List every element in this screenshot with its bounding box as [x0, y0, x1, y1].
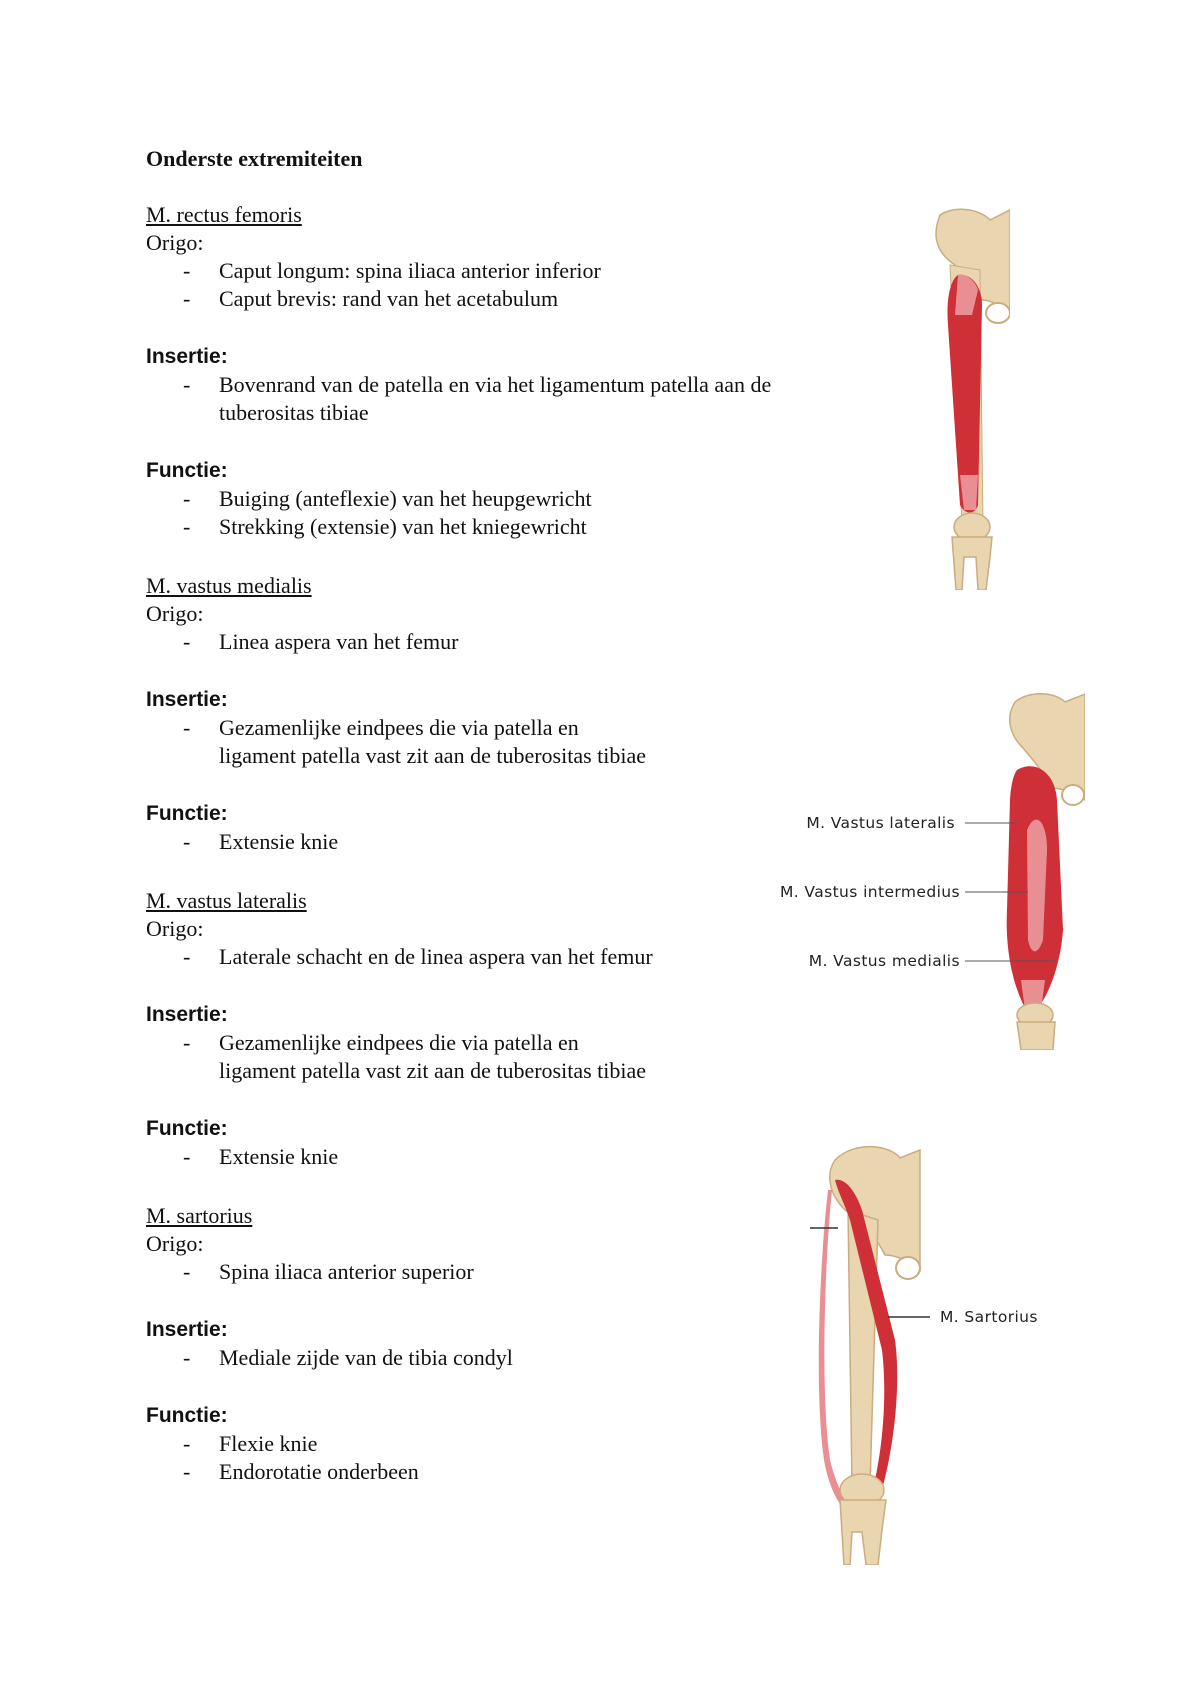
insertie-list — [146, 1029, 846, 1085]
list-item: - Buiging (anteflexie) van het heupgewricht — [146, 485, 846, 513]
label-sartorius: M. Sartorius — [940, 1308, 1038, 1326]
muscle-name: M. rectus femoris — [146, 202, 302, 227]
origo-label: Origo: — [146, 601, 204, 626]
list-item: - Caput longum: spina iliaca anterior inferior — [146, 257, 846, 285]
insertie-list — [146, 714, 846, 770]
rectus-femoris-figure — [920, 205, 1010, 590]
origo-list — [146, 943, 846, 971]
functie-list — [146, 485, 846, 541]
functie-label: Functie: — [146, 802, 228, 825]
section-sartorius — [146, 1202, 846, 1486]
section-rectus-femoris — [146, 201, 846, 541]
list-item: - Bovenrand van de patella en via het ligamentum patella aan de tuberositas tibiae — [146, 371, 779, 427]
list-item: - Endorotatie onderbeen — [146, 1458, 846, 1486]
functie-list — [146, 828, 846, 856]
origo-list — [146, 1258, 846, 1286]
functie-list — [146, 1143, 846, 1171]
list-item: - Spina iliaca anterior superior — [146, 1258, 846, 1286]
muscle-name: M. vastus medialis — [146, 573, 312, 598]
list-item: - Strekking (extensie) van het kniegewricht — [146, 513, 846, 541]
muscle-name: M. vastus lateralis — [146, 888, 307, 913]
list-item: - Mediale zijde van de tibia condyl — [146, 1344, 846, 1372]
muscle-name: M. sartorius — [146, 1203, 253, 1228]
list-item: - Extensie knie — [146, 1143, 846, 1171]
label-vastus-medialis: M. Vastus medialis — [808, 952, 960, 970]
vastus-figure — [755, 690, 1085, 1050]
label-vastus-intermedius: M. Vastus intermedius — [779, 883, 960, 901]
page-title: Onderste extremiteiten — [146, 146, 363, 171]
section-vastus-lateralis — [146, 887, 846, 1171]
insertie-label: Insertie: — [146, 345, 228, 368]
functie-list — [146, 1430, 846, 1486]
list-item: - Extensie knie — [146, 828, 846, 856]
vastus-illustration — [755, 690, 1085, 1050]
section-vastus-medialis — [146, 572, 846, 856]
list-item: - Caput brevis: rand van het acetabulum — [146, 285, 846, 313]
rectus-femoris-illustration — [920, 205, 1010, 590]
sartorius-figure — [800, 1140, 1070, 1565]
insertie-label: Insertie: — [146, 688, 228, 711]
list-item: - Laterale schacht en de linea aspera van het femur — [146, 943, 846, 971]
functie-label: Functie: — [146, 1117, 228, 1140]
insertie-label: Insertie: — [146, 1318, 228, 1341]
insertie-list — [146, 1344, 846, 1372]
origo-label: Origo: — [146, 916, 204, 941]
sartorius-illustration — [800, 1140, 1070, 1565]
origo-label: Origo: — [146, 1231, 204, 1256]
insertie-list — [146, 371, 846, 427]
list-item: - Flexie knie — [146, 1430, 846, 1458]
origo-list — [146, 257, 846, 313]
list-item: - Gezamenlijke eindpees die via patella en ligament patella vast zit aan de tuberositas tibiae — [146, 1029, 649, 1085]
list-item: - Gezamenlijke eindpees die via patella en ligament patella vast zit aan de tuberositas tibiae — [146, 714, 649, 770]
insertie-label: Insertie: — [146, 1003, 228, 1026]
functie-label: Functie: — [146, 1404, 228, 1427]
functie-label: Functie: — [146, 459, 228, 482]
origo-label: Origo: — [146, 230, 204, 255]
list-item: - Linea aspera van het femur — [146, 628, 846, 656]
origo-list — [146, 628, 846, 656]
label-vastus-lateralis: M. Vastus lateralis — [806, 814, 955, 832]
